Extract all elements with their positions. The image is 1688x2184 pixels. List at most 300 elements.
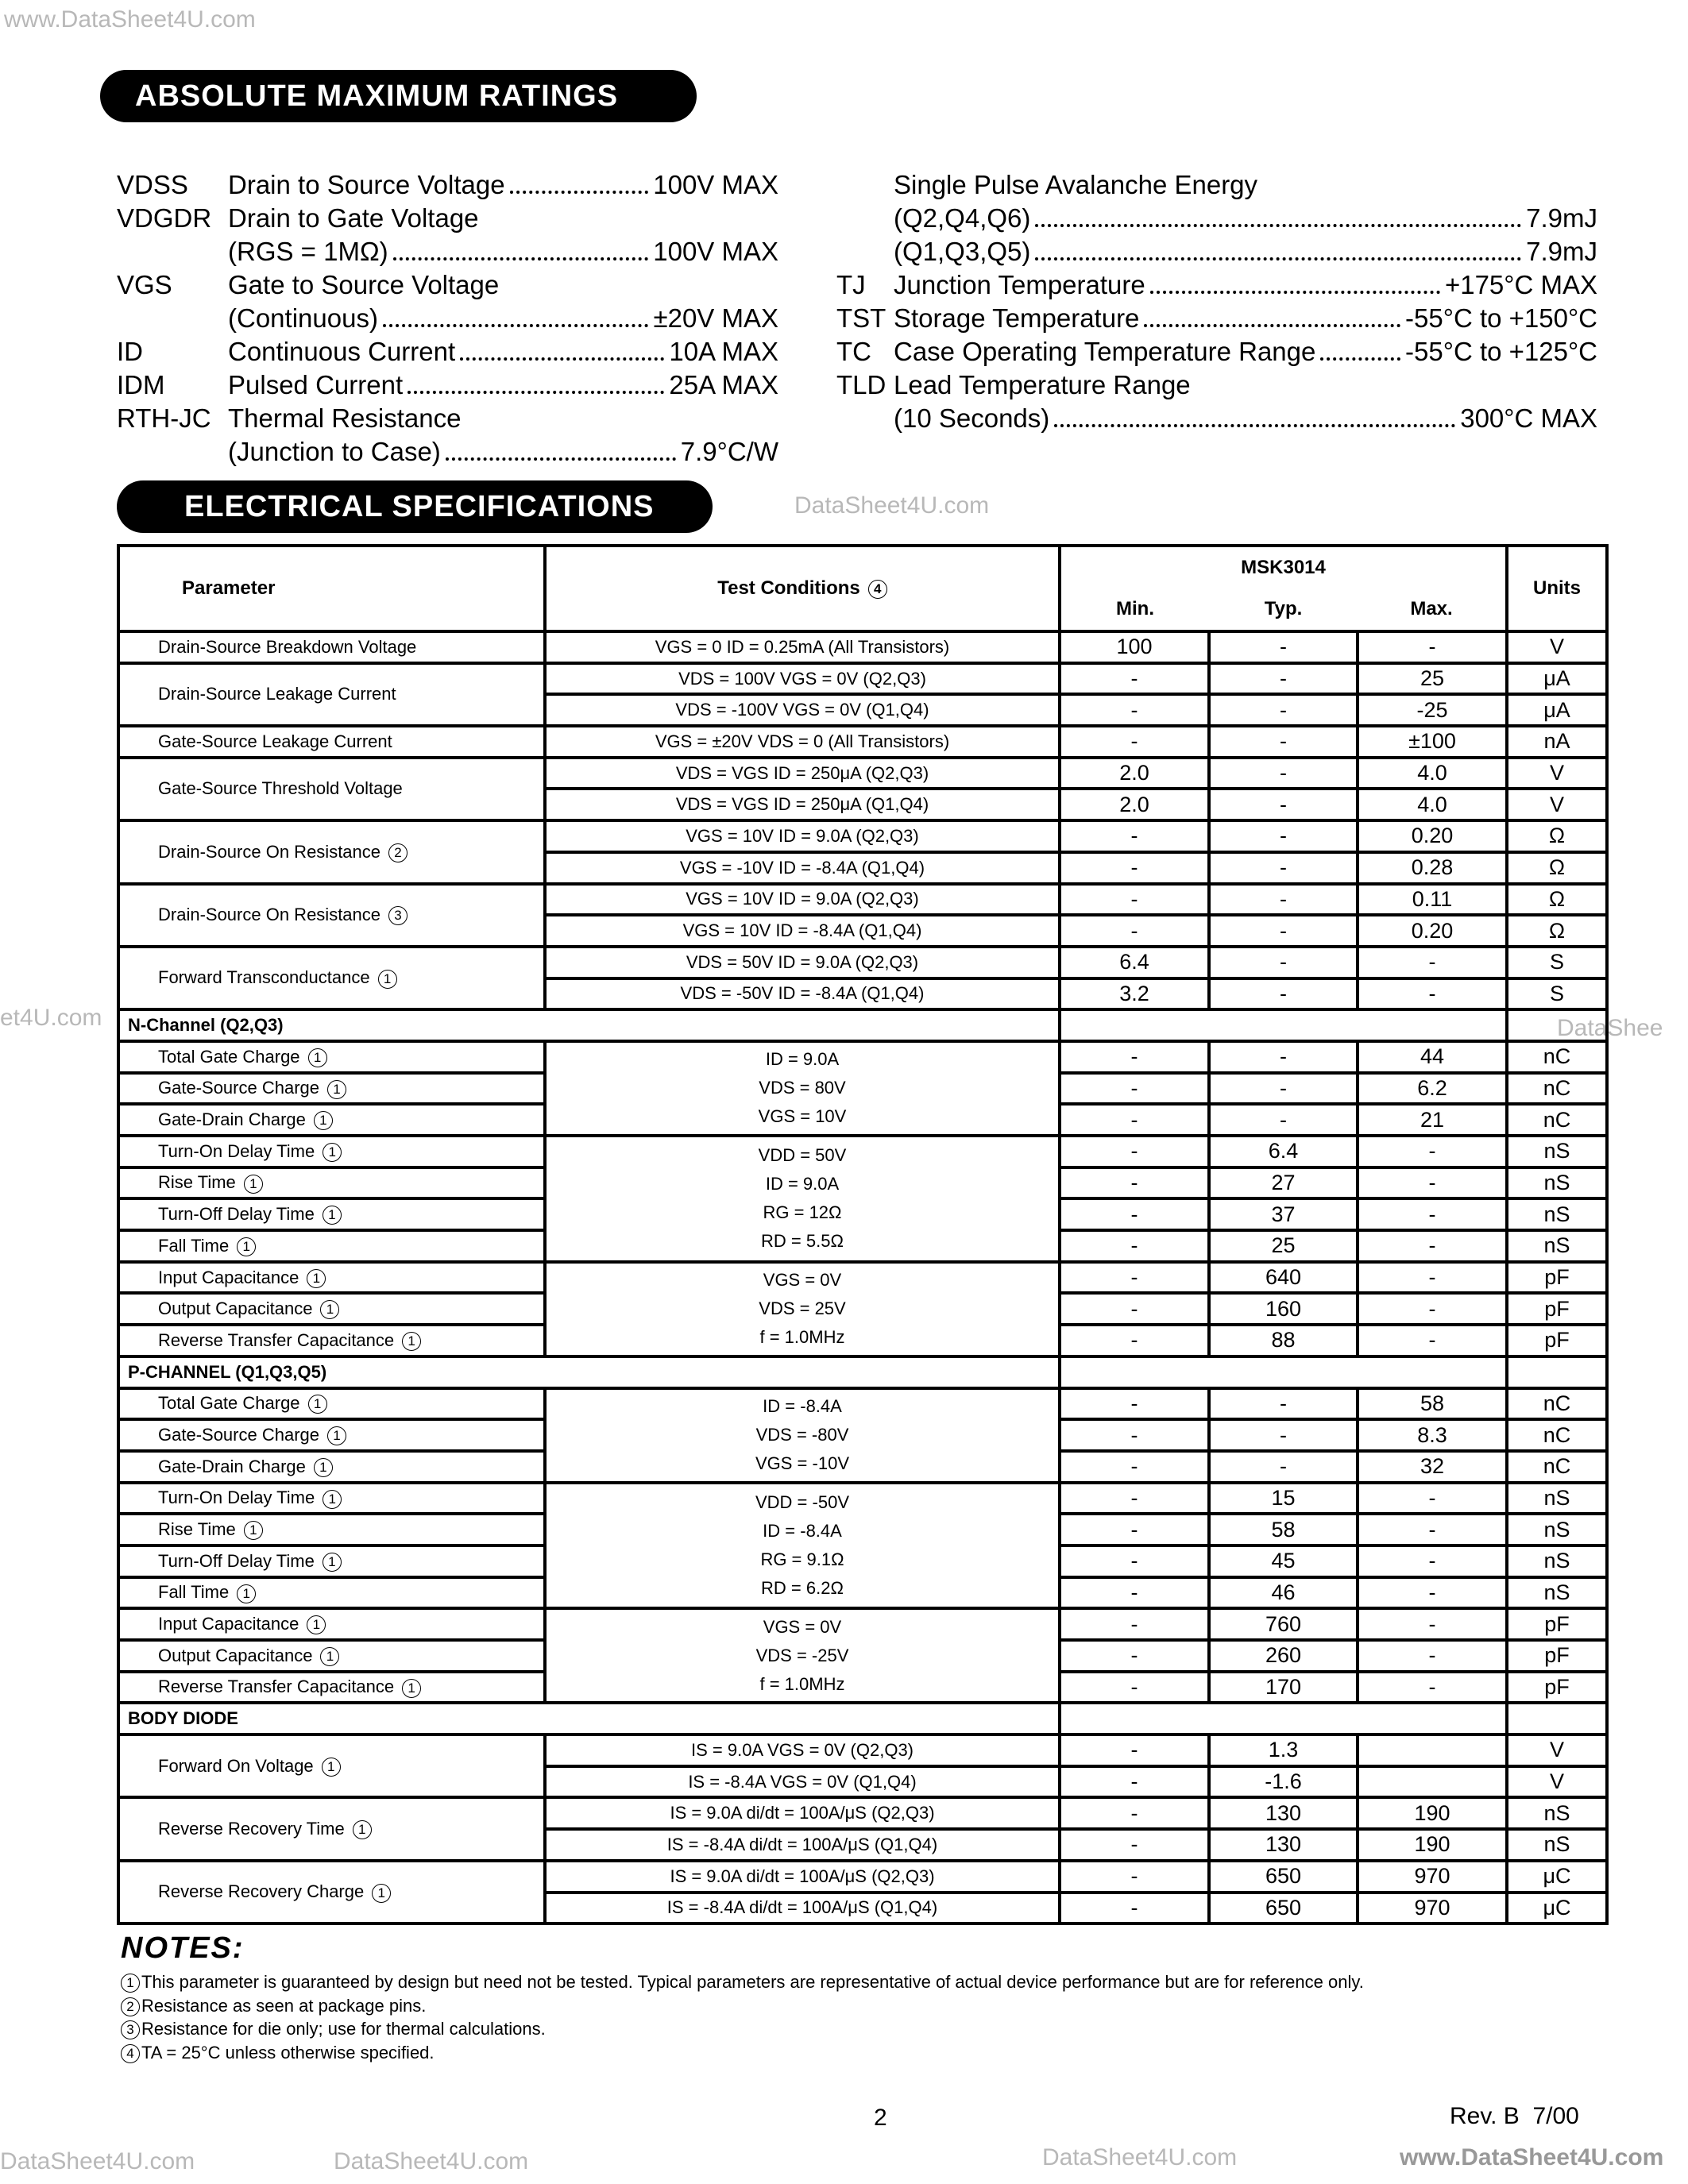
value-typ: - [1209, 694, 1358, 726]
value-max: - [1358, 1672, 1507, 1704]
notes-title: NOTES: [121, 1931, 245, 1966]
section-header-row [118, 1009, 1607, 1041]
note-marker: 1 [244, 1521, 263, 1540]
parameter-name: Gate-Source Threshold Voltage [158, 778, 403, 799]
note-marker: 1 [323, 1490, 342, 1509]
test-condition: ID = -8.4A [763, 1396, 842, 1417]
value-units: nS [1507, 1167, 1607, 1199]
value-min: - [1060, 1325, 1209, 1356]
rating-value: -55°C to +150°C [1405, 303, 1597, 333]
note-item [121, 1972, 1605, 1996]
parameter-cell [118, 1545, 545, 1577]
test-condition: IS = 9.0A VGS = 0V (Q2,Q3) [545, 1734, 1060, 1766]
value-typ: - [1209, 631, 1358, 663]
value-units: Ω [1507, 852, 1607, 884]
note-marker: 1 [308, 1048, 327, 1067]
test-condition-block [545, 1483, 1060, 1609]
parameter-name: Turn-On Delay Time [158, 1488, 315, 1508]
leader-dots [460, 335, 664, 361]
rating-row [117, 235, 778, 268]
test-condition: RG = 12Ω [763, 1202, 842, 1223]
rating-value: 25A MAX [669, 370, 778, 399]
test-condition: VDS = VGS ID = 250μA (Q1,Q4) [545, 789, 1060, 820]
test-condition: VGS = 0V [763, 1616, 842, 1637]
header-parameter: Parameter [118, 546, 545, 631]
rating-symbol [117, 302, 228, 335]
note-marker: 1 [244, 1175, 263, 1194]
rating-value: ±20V MAX [653, 303, 778, 333]
leader-dots [510, 168, 649, 194]
empty-cell [1060, 1009, 1507, 1041]
test-condition: f = 1.0MHz [759, 1673, 845, 1694]
value-units: pF [1507, 1608, 1607, 1640]
value-units: nC [1507, 1388, 1607, 1420]
rating-description-wrap [894, 235, 1597, 268]
rating-row [836, 335, 1597, 369]
test-condition: VDS = -50V ID = -8.4A (Q1,Q4) [545, 978, 1060, 1010]
parameter-cell [118, 1167, 545, 1199]
value-max: - [1358, 631, 1507, 663]
rating-symbol [836, 168, 894, 202]
table-row [118, 1861, 1607, 1893]
rating-description: (Junction to Case) [228, 437, 441, 466]
rating-value: 7.9mJ [1526, 237, 1597, 266]
parameter-name: Fall Time [158, 1582, 230, 1603]
parameter-name: Forward Transconductance [158, 967, 370, 988]
rating-description-wrap [228, 168, 778, 202]
parameter-name: Total Gate Charge [158, 1046, 300, 1067]
rating-row [836, 168, 1597, 202]
ratings-left [117, 168, 778, 469]
parameter-name: Drain-Source On Resistance [158, 905, 381, 925]
value-max: - [1358, 1136, 1507, 1167]
note-marker: 1 [323, 1553, 342, 1572]
rating-symbol: TST [836, 303, 886, 333]
test-condition: ID = -8.4A [763, 1520, 842, 1541]
rating-row [836, 302, 1597, 335]
rating-row [117, 168, 778, 202]
rating-symbol: TC [836, 337, 871, 366]
value-min: - [1060, 1640, 1209, 1672]
value-units: nS [1507, 1577, 1607, 1609]
header-typ: Typ. [1264, 598, 1303, 619]
value-typ: 15 [1209, 1483, 1358, 1515]
leader-dots [1150, 268, 1440, 294]
value-typ: 640 [1209, 1262, 1358, 1294]
rating-symbol [836, 235, 894, 268]
value-max: 0.20 [1358, 820, 1507, 852]
parameter-cell [118, 1514, 545, 1545]
rating-value: +175°C MAX [1444, 270, 1597, 299]
rating-value: 7.9mJ [1526, 203, 1597, 233]
value-max: 25 [1358, 663, 1507, 695]
test-condition: IS = 9.0A di/dt = 100A/μS (Q2,Q3) [545, 1797, 1060, 1829]
value-max: - [1358, 1514, 1507, 1545]
value-max: - [1358, 1640, 1507, 1672]
rating-symbol [117, 435, 228, 469]
value-max: 190 [1358, 1829, 1507, 1861]
value-min: - [1060, 884, 1209, 916]
value-min: - [1060, 1198, 1209, 1230]
value-units: V [1507, 631, 1607, 663]
leader-dots [393, 235, 649, 260]
parameter-name: Turn-Off Delay Time [158, 1204, 315, 1225]
parameter-name: Reverse Recovery Time [158, 1819, 345, 1839]
section-title: BODY DIODE [118, 1703, 1060, 1734]
specs-and-notes [117, 544, 1605, 2066]
rating-description: (10 Seconds) [894, 403, 1050, 433]
value-max: 8.3 [1358, 1419, 1507, 1451]
parameter-name: Reverse Recovery Charge [158, 1881, 365, 1902]
test-condition: VGS = 10V ID = 9.0A (Q2,Q3) [545, 884, 1060, 916]
rating-description-wrap [894, 302, 1597, 335]
test-condition: RD = 5.5Ω [761, 1231, 844, 1252]
rating-row [836, 402, 1597, 435]
value-typ: 37 [1209, 1198, 1358, 1230]
value-typ: 650 [1209, 1861, 1358, 1893]
value-units: μA [1507, 694, 1607, 726]
table-row [118, 726, 1607, 758]
parameter-cell [118, 1451, 545, 1483]
rating-value: 100V MAX [653, 237, 778, 266]
rating-symbol: TJ [836, 270, 866, 299]
note-marker: 1 [308, 1395, 327, 1414]
parameter-cell [118, 1073, 545, 1105]
leader-dots [1035, 235, 1521, 260]
rating-description-wrap [894, 168, 1597, 202]
value-min: - [1060, 1672, 1209, 1704]
note-marker: 1 [402, 1332, 421, 1351]
parameter-cell [118, 631, 545, 663]
value-typ: 46 [1209, 1577, 1358, 1609]
watermark: DataSheet4U.com [334, 2148, 529, 2174]
note-marker: 3 [388, 906, 408, 925]
value-typ: - [1209, 947, 1358, 978]
value-max: 4.0 [1358, 789, 1507, 820]
value-max: 58 [1358, 1388, 1507, 1420]
leader-dots [383, 302, 649, 327]
notes-list [121, 1972, 1605, 2066]
parameter-name: Forward On Voltage [158, 1755, 314, 1776]
rating-symbol [117, 235, 228, 268]
value-max: 0.28 [1358, 852, 1507, 884]
leader-dots [1035, 202, 1521, 227]
value-units: nC [1507, 1041, 1607, 1073]
watermark: DataShee [1557, 1015, 1663, 1041]
parameter-cell [118, 820, 545, 883]
value-typ: -1.6 [1209, 1766, 1358, 1798]
value-min: 2.0 [1060, 758, 1209, 789]
value-units: V [1507, 1734, 1607, 1766]
value-min: - [1060, 1104, 1209, 1136]
rating-symbol: TLD [836, 370, 886, 399]
value-max [1358, 1734, 1507, 1766]
table-row [118, 1041, 1607, 1073]
watermark: et4U.com [0, 1005, 102, 1031]
value-min: - [1060, 1893, 1209, 1924]
note-marker: 1 [322, 1758, 341, 1777]
value-typ: 130 [1209, 1797, 1358, 1829]
rating-description-wrap [894, 369, 1597, 402]
value-min: - [1060, 1230, 1209, 1262]
value-min: - [1060, 915, 1209, 947]
note-marker: 1 [372, 1884, 391, 1903]
rating-symbol [836, 202, 894, 235]
value-units: nC [1507, 1451, 1607, 1483]
rating-description-wrap [894, 268, 1597, 302]
value-units: pF [1507, 1262, 1607, 1294]
note-marker: 1 [314, 1111, 333, 1130]
value-typ: 650 [1209, 1893, 1358, 1924]
test-condition: RD = 6.2Ω [761, 1577, 844, 1598]
rating-description-wrap [228, 202, 778, 235]
rating-row [836, 268, 1597, 302]
value-min: - [1060, 1073, 1209, 1105]
section-title: P-CHANNEL (Q1,Q3,Q5) [118, 1356, 1060, 1388]
value-units: nS [1507, 1230, 1607, 1262]
rating-row [117, 335, 778, 369]
value-min: - [1060, 1545, 1209, 1577]
test-condition: VGS = 0V [763, 1270, 842, 1291]
test-condition: VGS = 10V [758, 1106, 847, 1127]
test-condition: VDS = 80V [759, 1078, 846, 1098]
note-marker: 1 [307, 1615, 326, 1634]
rating-symbol [836, 402, 894, 435]
test-condition: IS = -8.4A di/dt = 100A/μS (Q1,Q4) [545, 1893, 1060, 1924]
value-typ: - [1209, 789, 1358, 820]
table-row [118, 663, 1607, 695]
rating-symbol: VDSS [117, 170, 188, 199]
value-max [1358, 1766, 1507, 1798]
value-max: 44 [1358, 1041, 1507, 1073]
value-min: - [1060, 1293, 1209, 1325]
value-units: μC [1507, 1861, 1607, 1893]
test-condition: VDS = 100V VGS = 0V (Q2,Q3) [545, 663, 1060, 695]
value-units: pF [1507, 1293, 1607, 1325]
value-min: - [1060, 1262, 1209, 1294]
parameter-name: Fall Time [158, 1235, 230, 1256]
table-row [118, 758, 1607, 789]
watermark: www.DataSheet4U.com [4, 6, 256, 33]
value-typ: - [1209, 1104, 1358, 1136]
note-item [121, 1996, 1605, 2020]
value-typ: 25 [1209, 1230, 1358, 1262]
note-text: Resistance as seen at package pins. [141, 1995, 427, 2016]
value-min: - [1060, 726, 1209, 758]
test-condition: IS = 9.0A di/dt = 100A/μS (Q2,Q3) [545, 1861, 1060, 1893]
page-number: 2 [874, 2105, 887, 2131]
value-max: - [1358, 1325, 1507, 1356]
leader-dots [1144, 302, 1400, 327]
rating-symbol: VDGDR [117, 203, 212, 233]
value-min: - [1060, 694, 1209, 726]
revision: Rev. B 7/00 [1450, 2103, 1579, 2129]
parameter-cell [118, 1797, 545, 1860]
table-row [118, 1797, 1607, 1829]
table-row [118, 631, 1607, 663]
rating-description: Lead Temperature Range [894, 370, 1191, 399]
leader-dots [1054, 402, 1455, 427]
empty-cell [1507, 1356, 1607, 1388]
test-condition: VDS = -25V [755, 1645, 849, 1665]
test-condition-block [545, 1608, 1060, 1703]
rating-description-wrap [228, 335, 778, 369]
value-units: nC [1507, 1419, 1607, 1451]
note-marker: 2 [388, 843, 408, 862]
value-min: 6.4 [1060, 947, 1209, 978]
empty-cell [1507, 1009, 1607, 1041]
parameter-cell [118, 1198, 545, 1230]
note-number: 3 [121, 2020, 140, 2039]
parameter-cell [118, 1388, 545, 1420]
table-row [118, 1262, 1607, 1294]
watermark: DataSheet4U.com [794, 492, 990, 519]
parameter-cell [118, 947, 545, 1009]
note-marker: 1 [237, 1237, 256, 1256]
value-typ: - [1209, 915, 1358, 947]
value-typ: - [1209, 884, 1358, 916]
value-typ: 88 [1209, 1325, 1358, 1356]
note-marker: 1 [314, 1458, 333, 1477]
value-max: - [1358, 1608, 1507, 1640]
rating-symbol: IDM [117, 370, 165, 399]
value-units: nA [1507, 726, 1607, 758]
header-min: Min. [1060, 588, 1209, 631]
parameter-name: Output Capacitance [158, 1298, 313, 1319]
test-condition-block [545, 1136, 1060, 1262]
parameter-cell [118, 1419, 545, 1451]
rating-description: Case Operating Temperature Range [894, 337, 1316, 366]
value-typ: - [1209, 1041, 1358, 1073]
test-condition-block [545, 1041, 1060, 1136]
parameter-cell [118, 1293, 545, 1325]
value-max: 32 [1358, 1451, 1507, 1483]
value-min: - [1060, 1451, 1209, 1483]
rating-row [117, 302, 778, 335]
value-max: -25 [1358, 694, 1507, 726]
value-min: 3.2 [1060, 978, 1209, 1010]
header-units: Units [1507, 546, 1607, 631]
rating-description-wrap [228, 369, 778, 402]
parameter-cell [118, 1734, 545, 1797]
table-row [118, 1136, 1607, 1167]
value-units: μC [1507, 1893, 1607, 1924]
table-row [118, 884, 1607, 916]
value-max: 4.0 [1358, 758, 1507, 789]
table-row [118, 1608, 1607, 1640]
value-min: - [1060, 1797, 1209, 1829]
value-typ: - [1209, 1419, 1358, 1451]
parameter-cell [118, 1640, 545, 1672]
value-typ: 1.3 [1209, 1734, 1358, 1766]
test-condition: IS = -8.4A di/dt = 100A/μS (Q1,Q4) [545, 1829, 1060, 1861]
rating-value: 7.9°C/W [680, 437, 778, 466]
value-max: - [1358, 1262, 1507, 1294]
value-min: - [1060, 1734, 1209, 1766]
value-typ: 260 [1209, 1640, 1358, 1672]
value-typ: - [1209, 820, 1358, 852]
test-condition: VDD = -50V [755, 1491, 849, 1512]
parameter-name: Gate-Source Charge [158, 1424, 319, 1445]
parameter-name: Reverse Transfer Capacitance [158, 1677, 395, 1697]
rating-row [836, 369, 1597, 402]
value-min: 100 [1060, 631, 1209, 663]
rating-value: 100V MAX [653, 170, 778, 199]
value-units: nS [1507, 1198, 1607, 1230]
test-condition: VGS = -10V ID = -8.4A (Q1,Q4) [545, 852, 1060, 884]
test-condition: RG = 9.1Ω [760, 1549, 844, 1569]
parameter-name: Drain-Source On Resistance [158, 841, 381, 862]
rating-description-wrap [228, 402, 778, 435]
leader-dots [1320, 335, 1400, 361]
empty-cell [1060, 1356, 1507, 1388]
value-min: - [1060, 1514, 1209, 1545]
rating-row [117, 402, 778, 435]
parameter-name: Drain-Source Breakdown Voltage [158, 636, 417, 657]
header-test-conditions [545, 546, 1060, 631]
note-marker: 1 [307, 1269, 326, 1288]
rating-row [117, 369, 778, 402]
rating-description-wrap [228, 435, 778, 469]
value-units: S [1507, 947, 1607, 978]
table-row [118, 947, 1607, 978]
value-min: - [1060, 1829, 1209, 1861]
rating-description-wrap [894, 202, 1597, 235]
value-units: pF [1507, 1325, 1607, 1356]
value-max: - [1358, 978, 1507, 1010]
test-condition: VGS = 10V ID = 9.0A (Q2,Q3) [545, 820, 1060, 852]
note-marker: 1 [320, 1647, 339, 1666]
test-condition: f = 1.0MHz [759, 1327, 845, 1348]
test-condition: IS = -8.4A VGS = 0V (Q1,Q4) [545, 1766, 1060, 1798]
empty-cell [1060, 1703, 1507, 1734]
abs-max-ratings-heading: ABSOLUTE MAXIMUM RATINGS [100, 70, 697, 122]
value-units: nC [1507, 1073, 1607, 1105]
value-typ: - [1209, 758, 1358, 789]
value-typ: - [1209, 1073, 1358, 1105]
value-typ: - [1209, 978, 1358, 1010]
value-typ: 170 [1209, 1672, 1358, 1704]
value-units: nS [1507, 1136, 1607, 1167]
rating-value: 10A MAX [669, 337, 778, 366]
rating-description-wrap [228, 235, 778, 268]
rating-description: (Q1,Q3,Q5) [894, 237, 1031, 266]
rating-row [117, 435, 778, 469]
value-typ: - [1209, 663, 1358, 695]
leader-dots [408, 369, 664, 394]
watermark: DataSheet4U.com [1042, 2144, 1238, 2170]
parameter-cell [118, 1262, 545, 1294]
parameter-name: Input Capacitance [158, 1614, 299, 1634]
value-units: nS [1507, 1545, 1607, 1577]
parameter-cell [118, 1041, 545, 1073]
value-max: - [1358, 1483, 1507, 1515]
value-typ: - [1209, 1388, 1358, 1420]
header-max: Max. [1358, 588, 1507, 631]
parameter-name: Turn-Off Delay Time [158, 1550, 315, 1571]
table-row [118, 1483, 1607, 1515]
parameter-cell [118, 1608, 545, 1640]
value-min: - [1060, 1766, 1209, 1798]
value-units: nS [1507, 1829, 1607, 1861]
rating-row [117, 268, 778, 302]
rating-description: (Q2,Q4,Q6) [894, 203, 1031, 233]
parameter-name: Output Capacitance [158, 1645, 313, 1665]
value-min: - [1060, 663, 1209, 695]
test-condition: VDS = -100V VGS = 0V (Q1,Q4) [545, 694, 1060, 726]
header-test-conditions-label: Test Conditions [717, 577, 860, 599]
value-max: - [1358, 1167, 1507, 1199]
